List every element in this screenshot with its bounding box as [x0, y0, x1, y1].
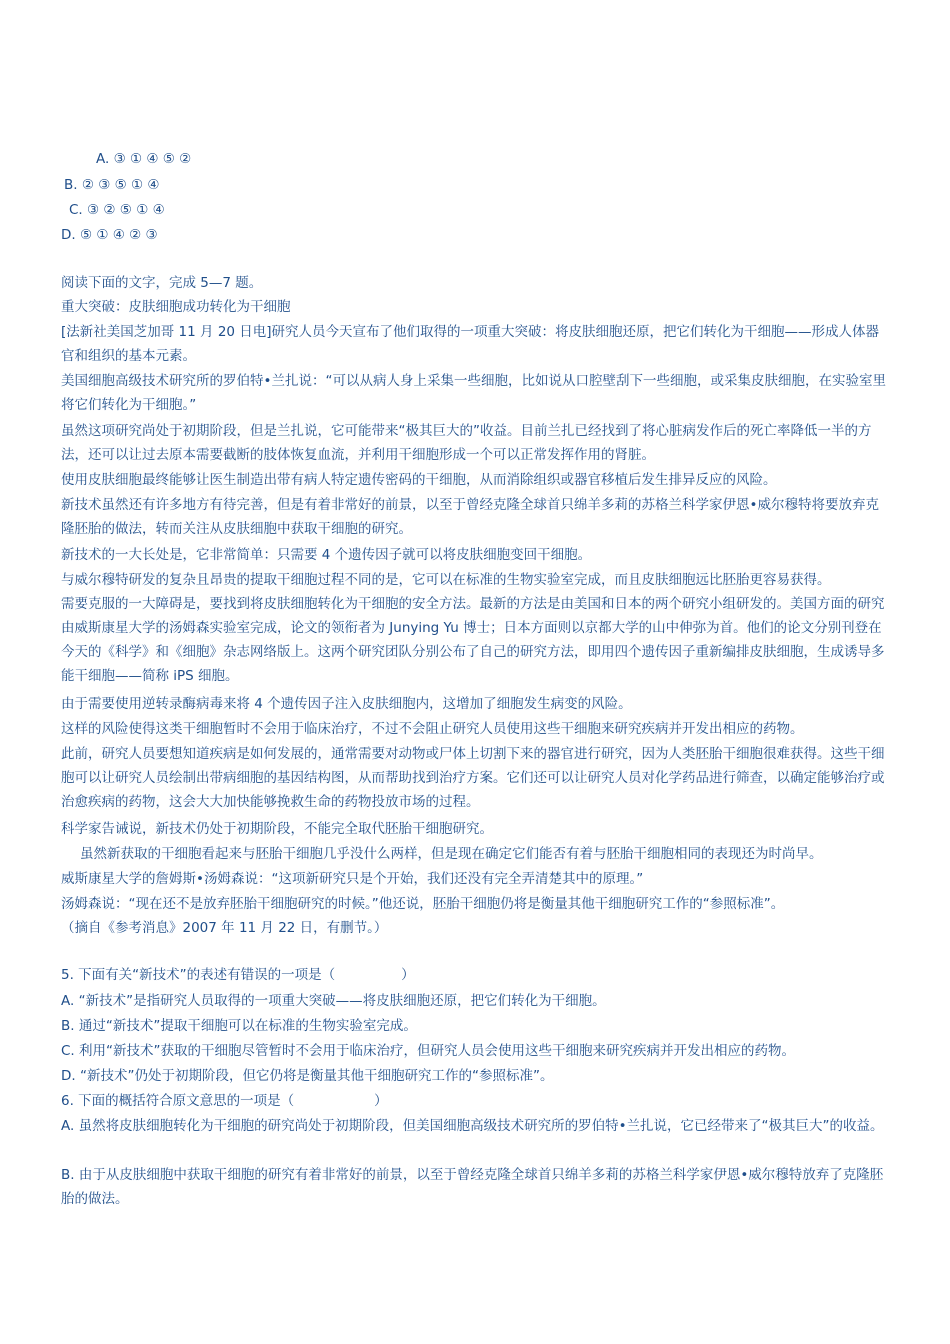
question-6-option-a: A. 虽然将皮肤细胞转化为干细胞的研究尚处于初期阶段，但美国细胞高级技术研究所的罗伯特•兰扎说，它已经带来了“极其巨大”的收益。: [61, 1118, 884, 1134]
article-paragraph: 美国细胞高级技术研究所的罗伯特•兰扎说：“可以从病人身上采集一些细胞，比如说从口腔壁刮下一些细胞，或采集皮肤细胞，在实验室里将它们转化为干细胞。”: [61, 373, 886, 413]
question-5-text: 5. 下面有关“新技术”的表述有错误的一项是（: [61, 967, 336, 983]
prev-option-d: D. ⑤ ① ④ ② ③: [61, 227, 158, 243]
article-paragraph: [法新社美国芝加哥 11 月 20 日电]研究人员今天宣布了他们取得的一项重大突破：将皮肤细胞还原，把它们转化为干细胞——形成人体器官和组织的基本元素。: [61, 324, 880, 364]
question-5-option-a: A. “新技术”是指研究人员取得的一项重大突破——将皮肤细胞还原，把它们转化为干细胞。: [61, 993, 606, 1009]
article-paragraph: 科学家告诫说，新技术仍处于初期阶段，不能完全取代胚胎干细胞研究。: [61, 821, 493, 837]
prev-option-b: B. ② ③ ⑤ ① ④: [64, 177, 160, 193]
article-paragraph: 新技术虽然还有许多地方有待完善，但是有着非常好的前景，以至于曾经克隆全球首只绵羊多莉的苏格兰科学家伊恩•威尔穆特将要放弃克隆胚胎的做法，转而关注从皮肤细胞中获取干细胞的研究。: [61, 497, 879, 537]
article-paragraph: 这样的风险使得这类干细胞暂时不会用于临床治疗，不过不会阻止研究人员使用这些干细胞来研究疾病并开发出相应的药物。: [61, 721, 804, 737]
question-6-stem: [61, 1092, 891, 1110]
reading-instruction: 阅读下面的文字，完成 5—7 题。: [61, 275, 263, 291]
article-paragraph: 虽然这项研究尚处于初期阶段，但是兰扎说，它可能带来“极其巨大的”收益。目前兰扎已经找到了将心脏病发作后的死亡率降低一半的方法，还可以让过去原本需要截断的肢体恢复血流，并利用干细胞形成一个可以正常发挥作用的肾脏。: [61, 423, 872, 463]
question-6-close: ）: [374, 1093, 388, 1109]
question-5-option-d: D. “新技术”仍处于初期阶段，但它仍将是衡量其他干细胞研究工作的“参照标准”。: [61, 1068, 554, 1084]
article-paragraph: 需要克服的一大障碍是，要找到将皮肤细胞转化为干细胞的安全方法。最新的方法是由美国和日本的两个研究小组研发的。美国方面的研究由威斯康星大学的汤姆森实验室完成，论文的领衔者为 Junying Yu 博士；日本方面则以京都大学的山中伸弥为首。他们的论文分别刊登在今天的《科学》和《细胞》杂志网络版上。这两个研究团队分别公布了自己的研究方法，即用四个遗传因子重新编排皮肤细胞，生成诱导多能干细胞——简称 iPS 细胞。: [61, 596, 885, 684]
article-paragraph: 虽然新获取的干细胞看起来与胚胎干细胞几乎没什么两样，但是现在确定它们能否有着与胚胎干细胞相同的表现还为时尚早。: [80, 846, 823, 862]
article-paragraph: 使用皮肤细胞最终能够让医生制造出带有病人特定遗传密码的干细胞，从而消除组织或器官移植后发生排异反应的风险。: [61, 472, 777, 488]
question-5-option-c: C. 利用“新技术”获取的干细胞尽管暂时不会用于临床治疗，但研究人员会使用这些干细胞来研究疾病并开发出相应的药物。: [61, 1043, 795, 1059]
prev-option-a: A. ③ ① ④ ⑤ ②: [96, 151, 192, 167]
question-5-option-b: B. 通过“新技术”提取干细胞可以在标准的生物实验室完成。: [61, 1018, 417, 1034]
article-paragraph: 此前，研究人员要想知道疾病是如何发展的，通常需要对动物或尸体上切割下来的器官进行研究，因为人类胚胎干细胞很难获得。这些干细胞可以让研究人员绘制出带病细胞的基因结构图，从而帮助找到治疗方案。它们还可以让研究人员对化学药品进行筛查，以确定能够治疗或治愈疾病的药物，这会大大加快能够挽救生命的药物投放市场的过程。: [61, 746, 885, 810]
article-paragraph: 汤姆森说：“现在还不是放弃胚胎干细胞研究的时候。”他还说，胚胎干细胞仍将是衡量其他干细胞研究工作的“参照标准”。: [61, 896, 785, 912]
article-paragraph: 新技术的一大长处是，它非常简单：只需要 4 个遗传因子就可以将皮肤细胞变回干细胞。: [61, 547, 592, 563]
article-title: 重大突破：皮肤细胞成功转化为干细胞: [61, 299, 291, 315]
article-source: （摘自《参考消息》2007 年 11 月 22 日，有删节。）: [61, 920, 388, 936]
question-6-text: 6. 下面的概括符合原文意思的一项是（: [61, 1093, 295, 1109]
article-paragraph: 由于需要使用逆转录酶病毒来将 4 个遗传因子注入皮肤细胞内，这增加了细胞发生病变的风险。: [61, 696, 632, 712]
article-paragraph: 威斯康星大学的詹姆斯•汤姆森说：“这项新研究只是个开始，我们还没有完全弄清楚其中的原理。”: [61, 871, 644, 887]
prev-option-c: C. ③ ② ⑤ ① ④: [69, 202, 165, 218]
article-paragraph: 与威尔穆特研发的复杂且昂贵的提取干细胞过程不同的是，它可以在标准的生物实验室完成，而且皮肤细胞远比胚胎更容易获得。: [61, 572, 831, 588]
question-6-option-b: B. 由于从皮肤细胞中获取干细胞的研究有着非常好的前景，以至于曾经克隆全球首只绵羊多莉的苏格兰科学家伊恩•威尔穆特放弃了克隆胚胎的做法。: [61, 1167, 884, 1207]
question-5-close: ）: [401, 967, 415, 983]
question-5-stem: [61, 966, 891, 984]
